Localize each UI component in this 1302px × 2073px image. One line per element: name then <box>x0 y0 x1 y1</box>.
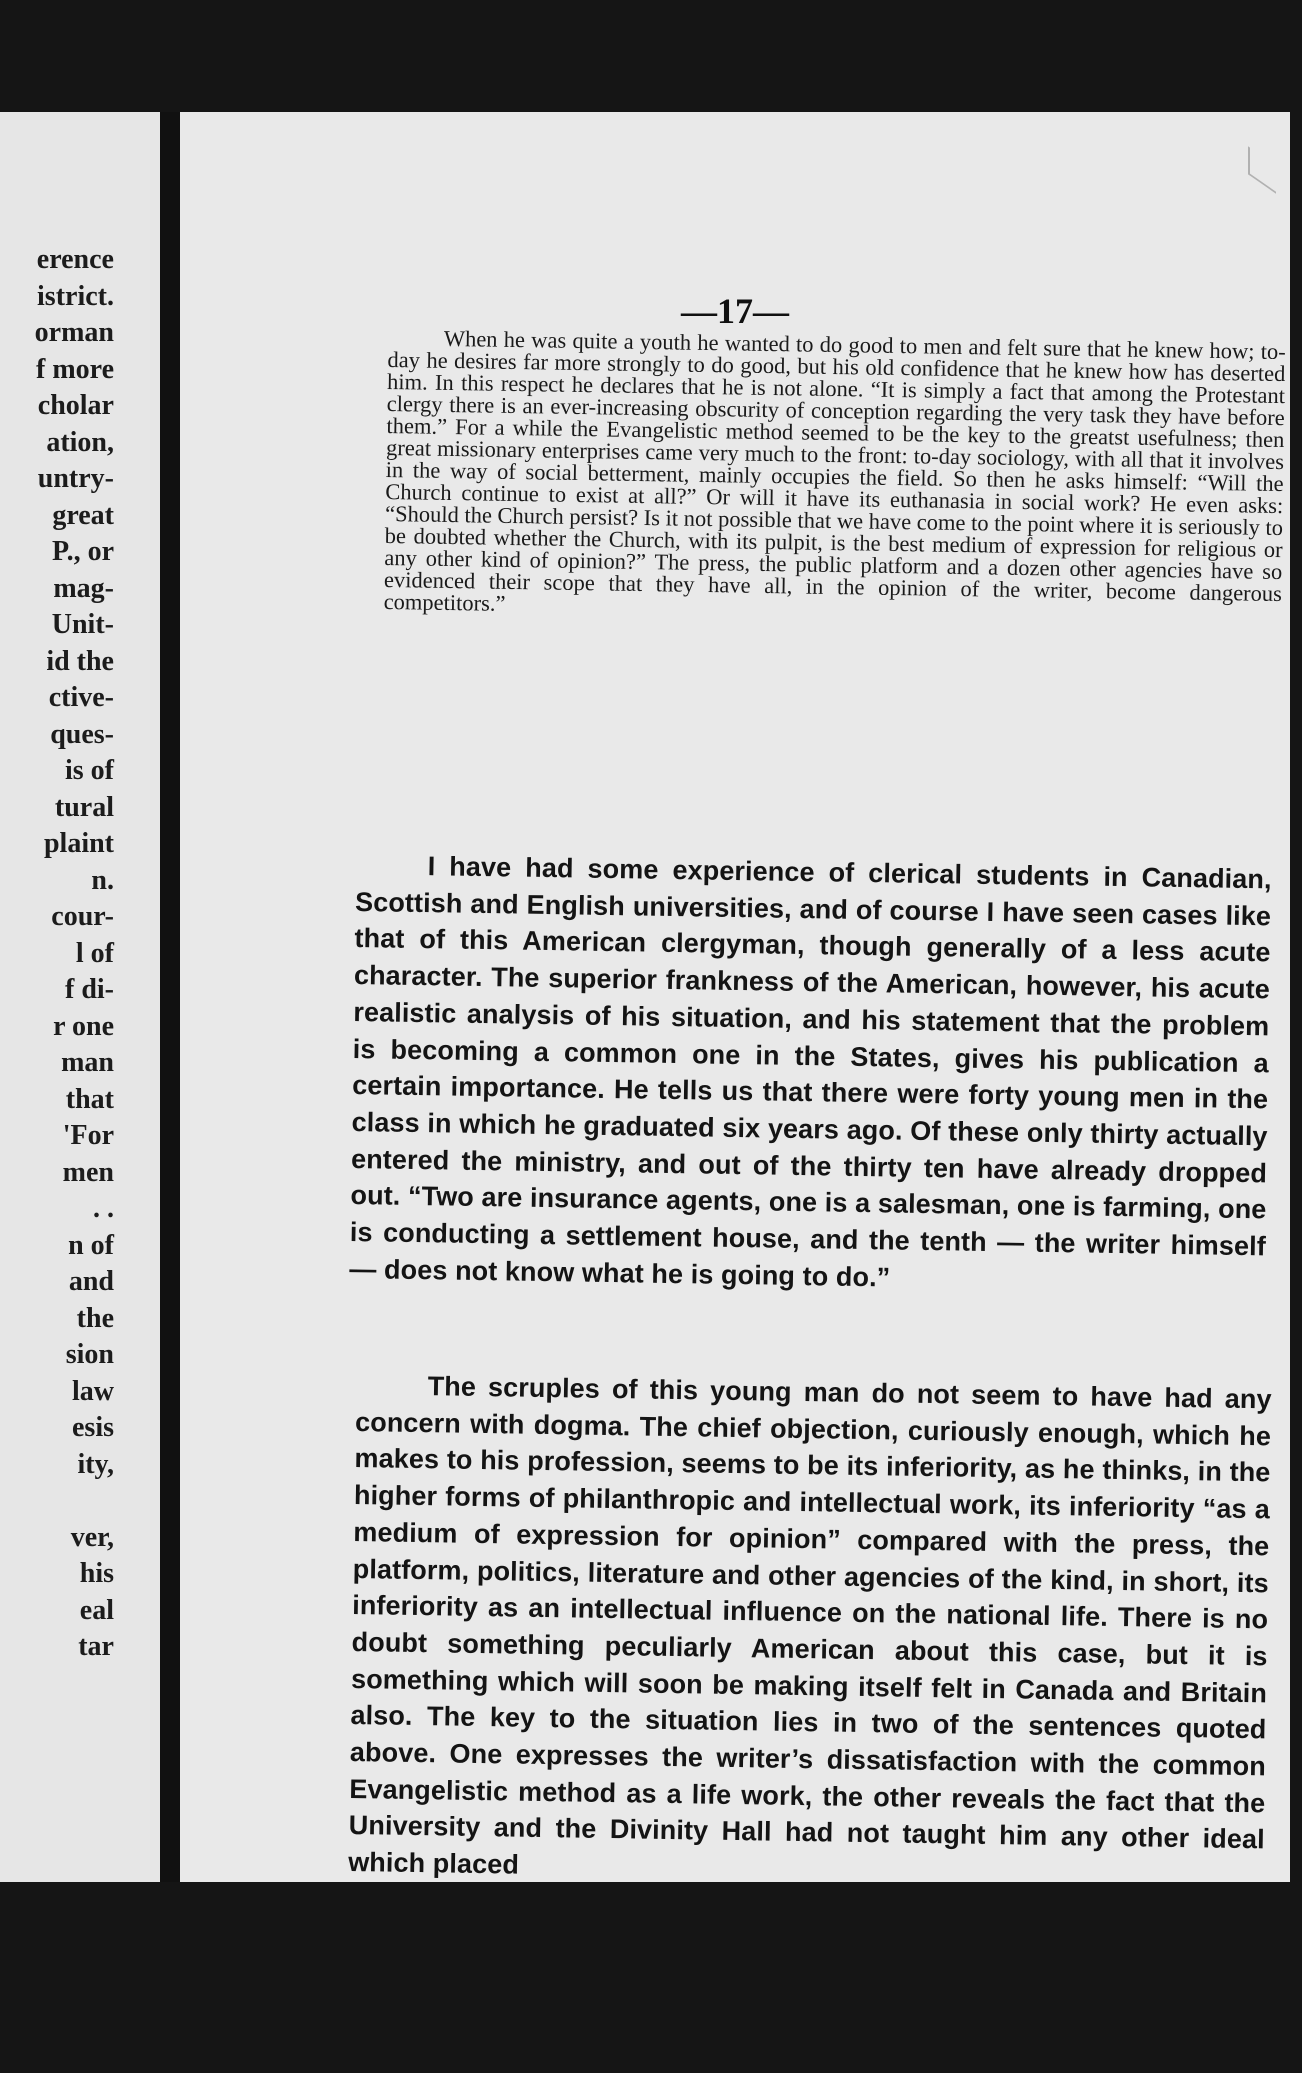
left-page-line-fragment: mag- <box>53 572 114 604</box>
left-page-line-fragment: n of <box>68 1229 114 1261</box>
left-page-line-fragment: 'For <box>62 1120 114 1151</box>
left-page-line-fragment: cour- <box>51 901 114 932</box>
left-page-line-fragment: ctive- <box>48 682 114 713</box>
left-page <box>0 112 168 1882</box>
body-paragraph-2: The scruples of this young man do not seem to have had any concern with dogma. The chief objection, curiously enough, which he makes to his profession, seems to be its inferiority, as he thinks, in the higher forms of philanthropic and intellectual work, its inferiority “as a medium of expression for opinion” compared with the press, the platform, politics, literature and other agencies of the kind, in short, its inferiority as an intellectual influence on the national life. There is no doubt something peculiarly American about this case, but it is something which will soon be making itself felt in Canada and Britain also. The key to the situation lies in two of the sentences quoted above. One expresses the writer’s dissatisfaction with the common Evangelistic method as a life work, the other reveals the fact that the University and the Divinity Hall had not taught him any other ideal which placed <box>347 1371 1272 1880</box>
left-page-line-fragment: tural <box>54 791 114 823</box>
left-page-line-fragment: l of <box>75 937 114 969</box>
left-page-line-fragment: and <box>68 1266 114 1297</box>
left-page-line-fragment: Unit- <box>51 609 114 640</box>
left-page-line-fragment: P., or <box>52 536 114 567</box>
left-page-line-fragment: tar <box>78 1631 114 1662</box>
right-page <box>180 112 1290 1882</box>
left-page-line-fragment: ver, <box>70 1521 114 1553</box>
left-page-line-fragment: law <box>72 1375 114 1407</box>
left-page-line-fragment: esis <box>72 1412 114 1443</box>
left-page-line-fragment: ation, <box>46 426 114 458</box>
left-page-line-fragment: id the <box>46 645 114 677</box>
left-page-line-fragment: is of <box>65 755 114 786</box>
left-page-line-fragment: untry- <box>37 463 114 494</box>
left-page-line-fragment: . . <box>93 1193 114 1224</box>
left-page-line-fragment: f di- <box>65 974 114 1005</box>
left-page-line-fragment: eal <box>79 1594 114 1626</box>
book-gutter <box>160 112 180 1882</box>
left-page-line-fragment: plaint <box>43 828 114 859</box>
left-page-line-fragment: f more <box>36 353 114 385</box>
left-page-line-fragment: men <box>62 1156 114 1188</box>
left-page-line-fragment: ques- <box>50 718 114 750</box>
left-page-line-fragment: his <box>79 1558 114 1589</box>
left-page-line-fragment: great <box>52 499 114 531</box>
left-page-line-fragment: istrict. <box>37 280 114 312</box>
body-paragraph-1: I have had some experience of clerical students in Canadian, Scottish and English universities, and of course I have seen cases like that of this American clergyman, though generally of a less acute character. The superior frankness of the American, however, his acute realistic analysis of his situation, and his statement that the problem is becoming a common one in the States, gives his publication a certain importance. He tells us that there were forty young men in the class in which he graduated six years ago. Of these only thirty actually entered the ministry, and out of the thirty ten have already dropped out. “Two are insurance agents, one is a salesman, one is farming, one is conducting a settlement house, and the tenth — the writer himself — does not know what he is going to do.” <box>349 851 1272 1293</box>
left-page-line-fragment: ity, <box>77 1448 114 1480</box>
left-page-line-fragment: erence <box>36 244 114 275</box>
left-page-line-fragment: the <box>76 1302 114 1334</box>
left-page-line-fragment: man <box>61 1047 114 1078</box>
left-page-line-fragment: orman <box>34 317 114 348</box>
page-corner-fold <box>1248 146 1276 194</box>
left-page-line-fragment: sion <box>65 1339 114 1370</box>
page-number: —17— <box>681 291 789 331</box>
left-page-line-fragment: cholar <box>37 390 114 421</box>
left-page-line-fragment: n. <box>91 864 114 896</box>
left-page-line-fragment: that <box>65 1083 114 1115</box>
quoted-passage: When he was quite a youth he wanted to do good to men and felt sure that he knew how; to-day he desires far more strongly to do good, but his old confidence that he knew how has deserted him. In this respect he declares that he is not alone. “It is simply a fact that among the Protestant clergy there is an ever-increasing obscurity of conception regarding the very task they have before them.” For a while the Evangelistic method seemed to be the key to the greatst usefulness; then great missionary enterprises came very much to the front: to-day sociology, with all that it involves in the way of social betterment, mainly occupies the field. So then he asks himself: “Will the Church continue to exist at all?” Or will it have its euthanasia in social work? He even asks: “Should the Church persist? Is it not possible that we have come to the point where it is seriously to be doubted whether the Church, with its pulpit, is the best medium of expression for religious or any other kind of opinion?” The press, the public platform and a dozen other agencies have so evidenced their scope that they have all, in the opinion of the writer, become dangerous competitors.” <box>383 325 1286 616</box>
left-page-line-fragment: r one <box>53 1010 114 1042</box>
